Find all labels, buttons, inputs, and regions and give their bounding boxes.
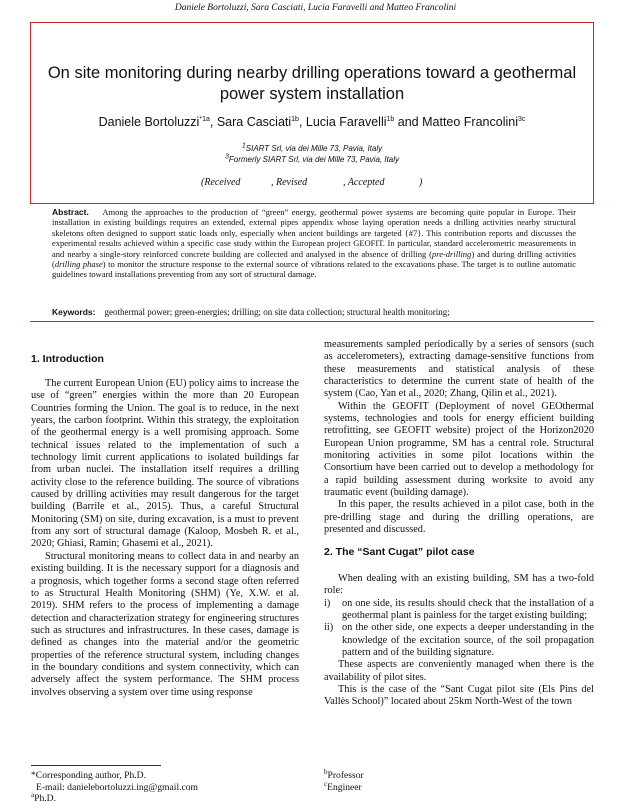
author-list: Daniele Bortoluzzi$^{*1a}$, Sara Casciati$^{1b}$, Lucia Faravelli$^{1b}$ and Matteo Francolini$^{3c}$: [98, 115, 526, 129]
paper-title: On site monitoring during nearby drilling operations toward a geothermal power system installation: [47, 64, 577, 103]
paragraph: In this paper, the results achieved in a pilot case, both in the pre-drilling stage and during the drilling operations, are presented and discussed.: [324, 499, 594, 536]
paragraph: measurements sampled periodically by a series of sensors (such as accelerometers), extracting damage-sensitive functions from these measurements and statistical analysis of these characteristics to determine the current state of health of the system (Cao, Yan et al., 2020; Zhang, Qilin et al., 2021).: [324, 339, 594, 400]
email: E-mail: danielebortoluzzi.ing@gmail.com: [36, 781, 199, 793]
keywords-label: Keywords:: [52, 307, 96, 317]
footnote-left: *Corresponding author, Ph.D. E-mail: danielebortoluzzi.ing@gmail.com $^a$Ph.D.: [31, 770, 199, 805]
abstract: Abstract. Among the approaches to the production of “green” energy, geothermal power systems are becoming quite popular in Europe. Their installation in existing buildings requires an extended, external pipes appendix whose laying operation needs a drilling activities nearby structural skeletons often designed to support static loads only, especially when ancient buildings are targeted {#7}. This contribution reports and discusses the experimental results achieved within a specific case study within the European project GEOFIT. In particular, standard accelerometric measurements in and nearby a single-story reinforced concrete building are collected and analysed in the absence of drilling (pre-drilling) and during drilling activities (drilling phase) to monitor the structure response to the external source of vibrations related to the excavations phase. The target is to outline automatic guidelines toward installations preventing from any sort of structural damage.: [52, 207, 576, 280]
paragraph: This is the case of the “Sant Cugat pilot site (Els Pins del Vallès School)” located about 25km North-West of the town: [324, 683, 594, 708]
footnote-rule: [31, 765, 161, 766]
abstract-box: [30, 203, 594, 322]
paragraph: These aspects are conveniently managed when there is the availability of pilot sites.: [324, 659, 594, 683]
list-item: ii) on the other side, one expects a deeper understanding in the knowledge of the excitation source, of the soil propagation pattern and of the building signature.: [324, 622, 594, 658]
right-column: [324, 339, 594, 709]
author-name: Daniele Bortoluzzi: [98, 115, 200, 129]
paragraph: Within the GEOFIT (Deployment of novel GEOthermal systems, technologies and tools for energy efficient building retrofitting, see GEOFIT website) project of the Horizon2020 European Union programme, SM has a central role. Structural monitoring activities in some pilot locations within the Consortium have been carried out to develop a methodology for a rapid building assessment during worksite to avoid any traumatic event (building damage).: [324, 400, 594, 499]
paragraph: Structural monitoring means to collect data in and nearby an existing building. It is the necessary support for a diagnosis and a prognosis, which together forms a second stage often referred to as Structural Health Monitoring (SHM) (Ye, X.W. et al. 2019). SHM refers to the process of implementing a damage detection and characterization strategy for engineering structures such as structures and infrastructures. In these cases, damage is defined as changes into the material and/or the geometric properties of the reference structural system, including changes in the boundary conditions and system connectivity, which can adversely affect the system performance. The SHM process involves observing a system over time using response: [31, 550, 299, 698]
footnote-right: $^b$Professor $^c$Engineer: [324, 767, 364, 793]
running-head: Daniele Bortoluzzi, Sara Casciati, Lucia Faravelli and Matteo Francolini: [174, 3, 457, 13]
paragraph: The current European Union (EU) policy aims to increase the use of “green” energies within the more than 20 European Countries forming the Union. The goal is to reduce, in the next years, the carbon footprint. Within this strategy, the exploitation of the geothermal energy is a well promising approach. Some technical issues related to the implementation of such a technology limit current applications to isolated buildings far from urban nuclei. The installation itself requires a drilling activity close to the reference building. The source of vibrations caused by drilling activities may result dangerous for the target building (Barrile et al., 2015). Thus, a careful Structural Monitoring (SM) on site, during excavation, is a must to prevent from any sort of structural damage (Kaloop, Mosbeh R. et al., 2020; Ghiasi, Ramin; Ghasemi et al., 2021).: [31, 378, 299, 550]
left-column: [31, 378, 299, 699]
section-heading-introduction: 1. Introduction: [31, 353, 104, 365]
keywords: Keywords: geothermal power; green-energies; drilling; on site data collection; structural health monitoring;: [52, 307, 450, 317]
author-mark: 1b: [386, 115, 395, 123]
section-heading-pilot-case: 2. The “Sant Cugat” pilot case: [324, 545, 475, 558]
author-mark: 3c: [517, 115, 526, 123]
author-name: Matteo Francolini: [422, 115, 518, 129]
list-item: i) on one side, its results should check that the installation of a geothermal plant is painless for the target existing building;: [324, 597, 594, 621]
title-box: On site monitoring during nearby drilling operations toward a geothermal power system installation Daniele Bortoluzzi$^{*1a}$, Sara Casciati$^{1b}$, Lucia Faravelli$^{1b}$ and Matteo Francolini$^{3c}$ $^1$SIART Srl, via dei Mille 73, Pavia, Italy $^3$Formerly SIART Srl, via dei Mille 73, Pavia, Italy (Received , Revised , Accepted ): [30, 22, 594, 204]
affiliation: $^3$Formerly SIART Srl, via dei Mille 73, Pavia, Italy: [224, 153, 400, 164]
author-name: Lucia Faravelli: [305, 115, 387, 129]
author-name: Sara Casciati: [216, 115, 292, 129]
affiliation: $^1$SIART Srl, via dei Mille 73, Pavia, Italy: [241, 142, 383, 153]
corresponding-author: *Corresponding author, Ph.D.: [31, 770, 146, 781]
abstract-label: Abstract.: [52, 207, 89, 217]
paragraph: When dealing with an existing building, SM has a two-fold role:: [324, 572, 594, 597]
author-mark: *1a: [199, 115, 210, 123]
author-mark: 1b: [291, 115, 299, 123]
